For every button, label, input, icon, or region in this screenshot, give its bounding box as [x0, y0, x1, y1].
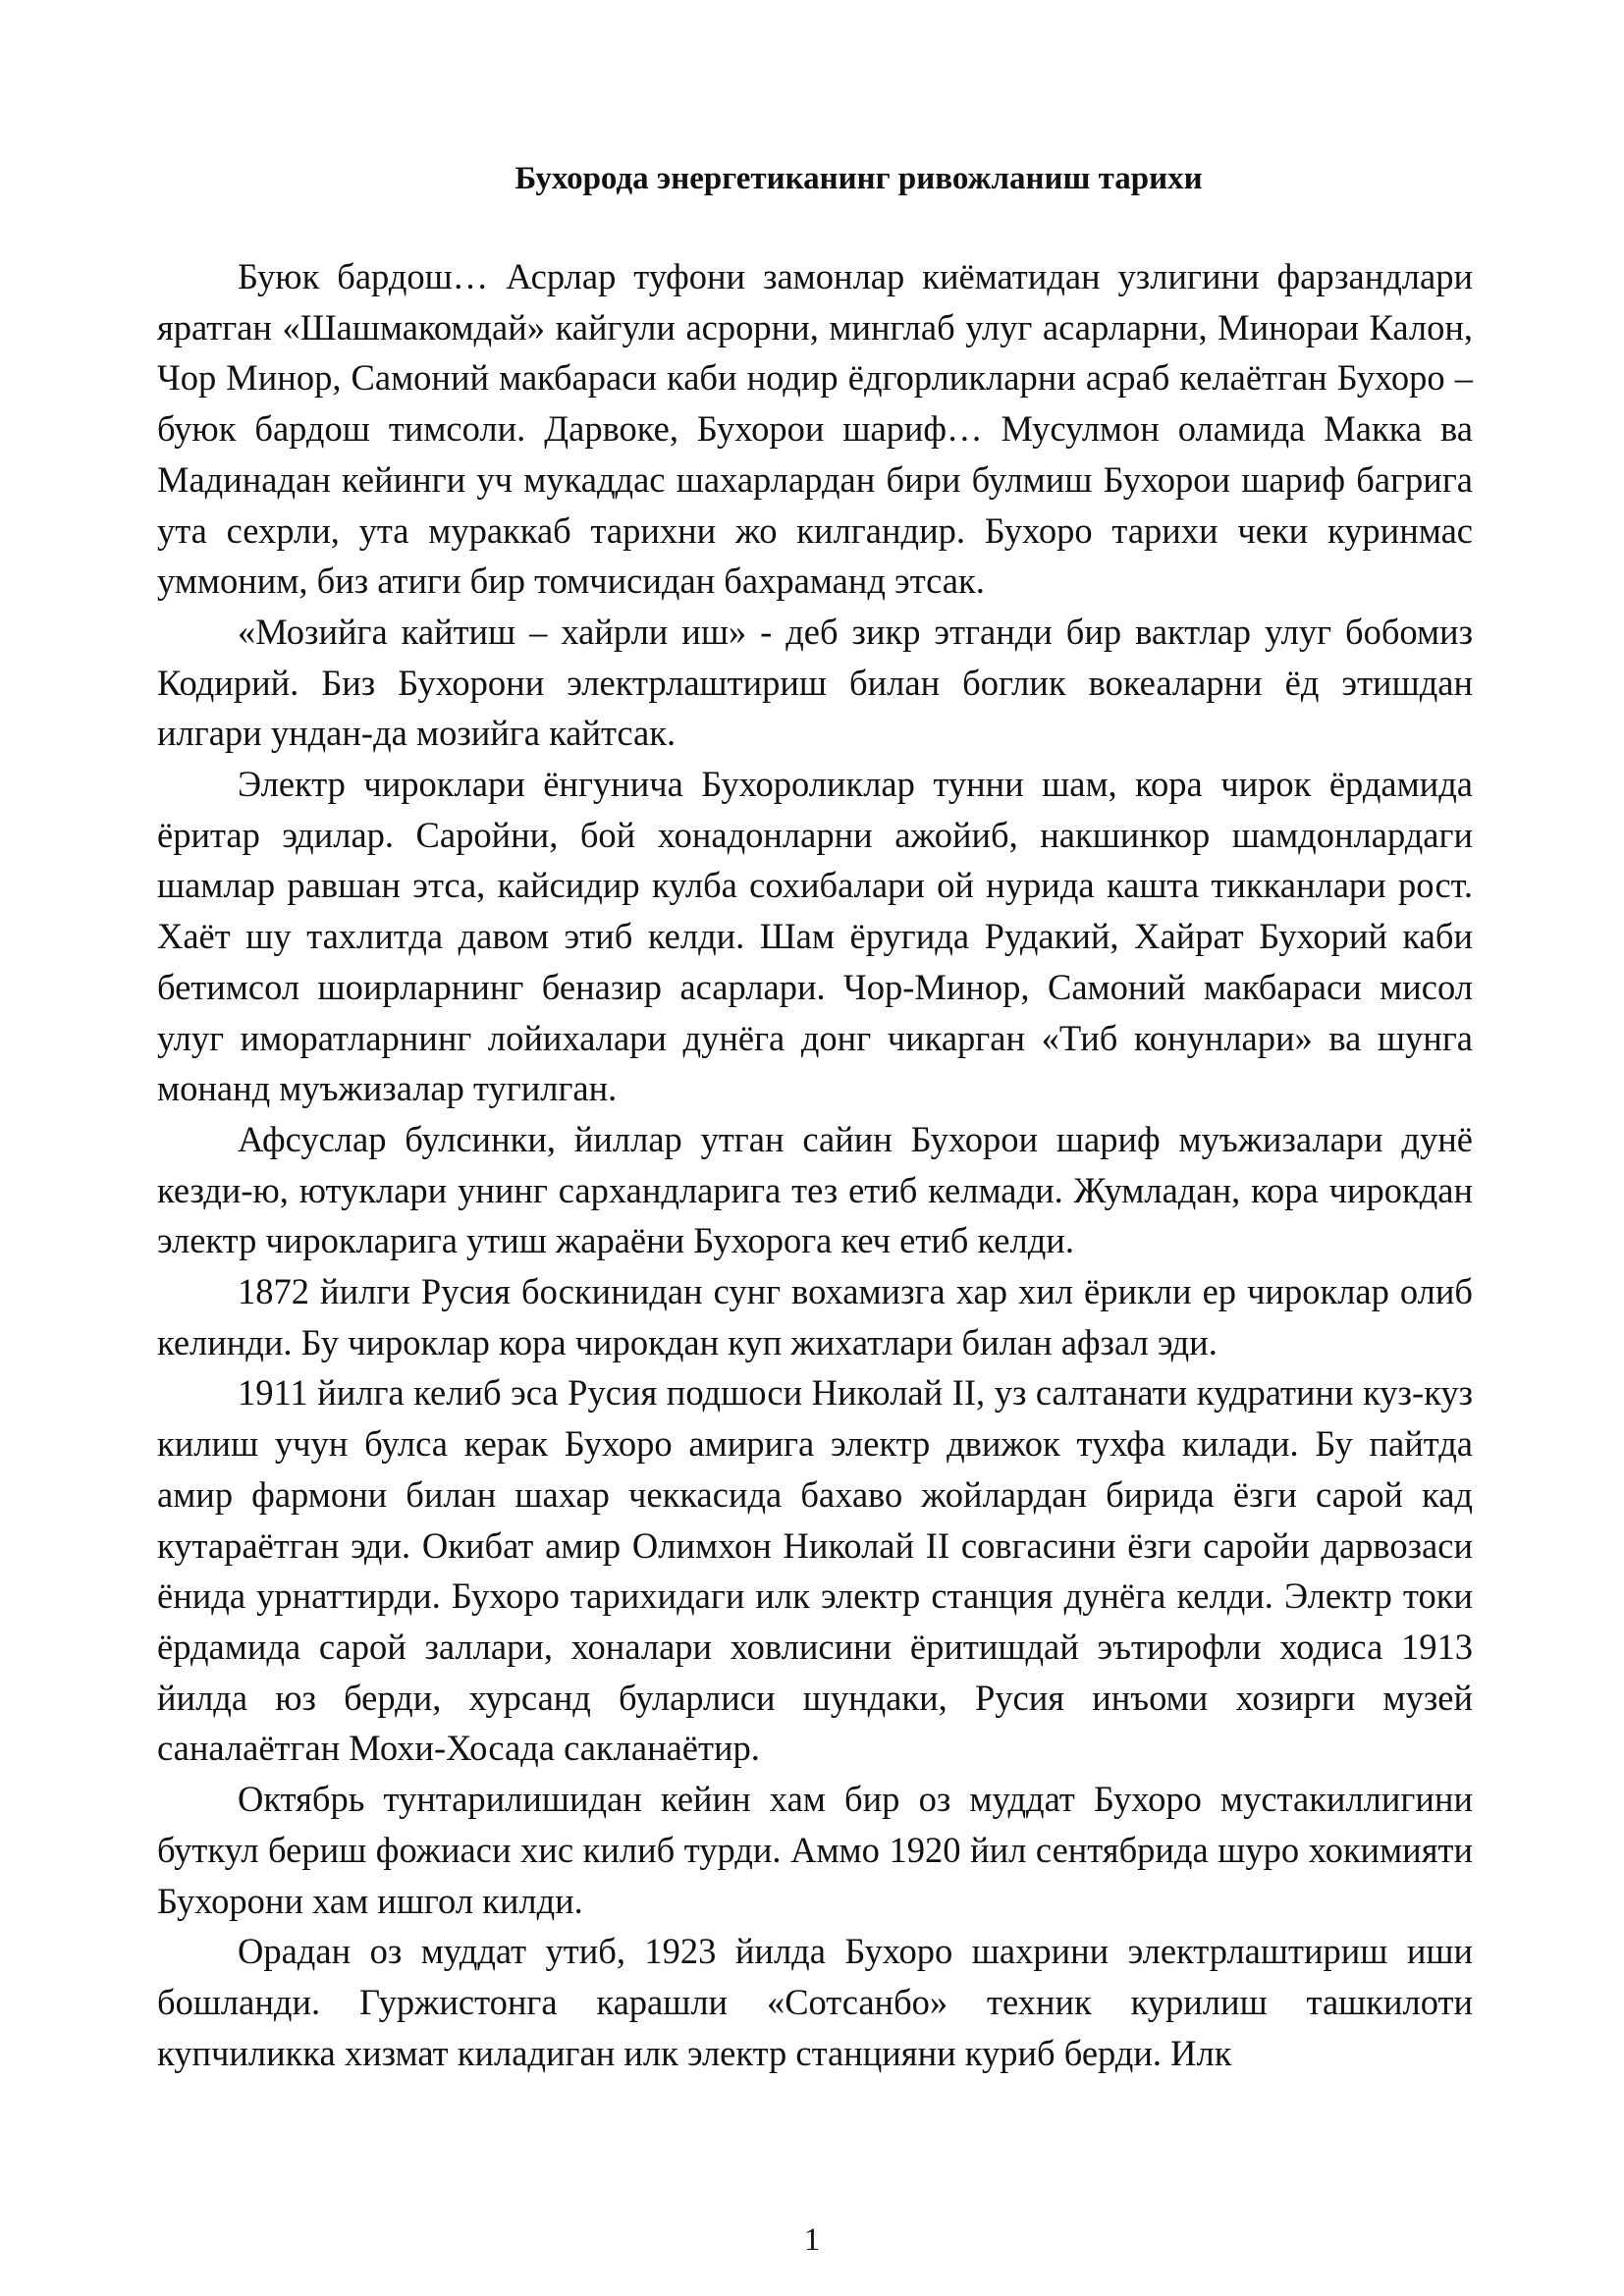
page-number: 1 [803, 2222, 821, 2258]
document-body [157, 251, 1473, 2078]
paragraph: Буюк бардош… Асрлар туфони замонлар киёматидан узлигини фарзандлари яратган «Шашмакомдай» кайгули асрорни, минглаб улуг асарларни, Минораи Калон, Чор Минор, Самоний макбараси каби нодир ёдгорликларни асраб келаётган Бухоро – буюк бардош тимсоли. Дарвоке, Бухорои шариф… Мусулмон оламида Макка ва Мадинадан кейинги уч мукаддас шахарлардан бири булмиш Бухорои шариф багрига ута сехрли, ута мураккаб тарихни жо килгандир. Бухоро тарихи чеки куринмас уммоним, биз атиги бир томчисидан бахраманд этсак. [157, 256, 1473, 602]
paragraph: 1872 йилги Русия боскинидан сунг вохамизга хар хил ёрикли ер чироклар олиб келинди. Бу чироклар кора чирокдан куп жихатлари билан афзал эди. [157, 1271, 1473, 1362]
paragraph: Электр чироклари ёнгунича Бухороликлар тунни шам, кора чирок ёрдамида ёритар эдилар. Саройни, бой хонадонларни ажойиб, накшинкор шамдонлардаги шамлар равшан этса, кайсидир кулба сохибалари ой нурида кашта тикканлари рост. Хаёт шу тахлитда давом этиб келди. Шам ёругида Рудакий, Хайрат Бухорий каби бетимсол шоирларнинг беназир асарлари. Чор-Минор, Самоний макбараси мисол улуг иморатларнинг лойихалари дунёга донг чикарган «Тиб конунлари» ва шунга монанд муъжизалар тугилган. [157, 764, 1473, 1109]
paragraph: Афсуслар булсинки, йиллар утган сайин Бухорои шариф муъжизалари дунё кезди-ю, ютуклари унинг сархандларига тез етиб келмади. Жумладан, кора чирокдан электр чирокларига утиш жараёни Бухорога кеч етиб келди. [157, 1118, 1473, 1261]
paragraph: «Мозийга кайтиш – хайрли иш» - деб зикр этганди бир вактлар улуг бобомиз Кодирий. Биз Бухорони электрлаштириш билан боглик вокеаларни ёд этишдан илгари ундан-да мозийга кайтсак. [157, 611, 1473, 754]
paragraph: 1911 йилга келиб эса Русия подшоси Николай II, уз салтанати кудратини куз-куз килиш учун булса керак Бухоро амирига электр движок тухфа килади. Бу пайтда амир фармони билан шахар чеккасида бахаво жойлардан бирида ёзги сарой кад кутараётган эди. Окибат амир Олимхон Николай II совгасини ёзги саройи дарвозаси ёнида урнаттирди. Бухоро тарихидаги илк электр станция дунёга келди. Электр токи ёрдамида сарой заллари, хоналари ховлисини ёритишдай эътирофли ходиса 1913 йилда юз берди, хурсанд буларлиси шундаки, Русия инъоми хозирги музей саналаётган Мохи-Хосада сакланаётир. [157, 1372, 1473, 1769]
document-title: Бухорода энергетиканинг ривожланиш тарихи [514, 161, 1203, 196]
paragraph: Октябрь тунтарилишидан кейин хам бир оз муддат Бухоро мустакиллигини буткул бериш фожиаси хис килиб турди. Аммо 1920 йил сентябрида шуро хокимияти Бухорони хам ишгол килди. [157, 1779, 1473, 1921]
paragraph: Орадан оз муддат утиб, 1923 йилда Бухоро шахрини электрлаштириш иши бошланди. Гуржистонга карашли «Сотсанбо» техник курилиш ташкилоти купчиликка хизмат киладиган илк электр станцияни куриб берди. Илк [157, 1931, 1473, 2073]
